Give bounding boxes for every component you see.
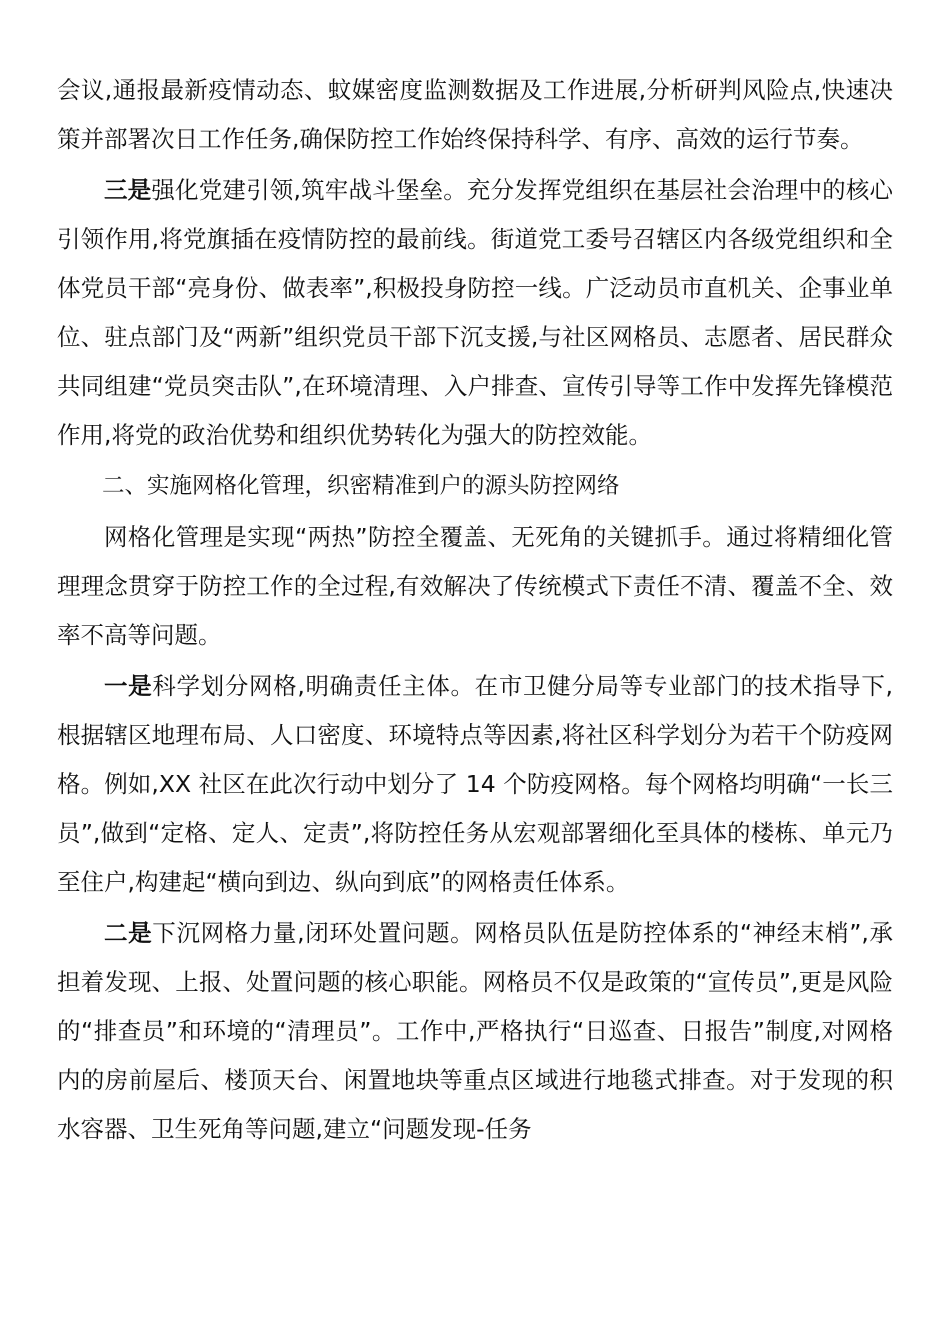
paragraph-party-building bbox=[57, 166, 893, 460]
paragraph-grid-force bbox=[57, 909, 893, 1154]
document-page bbox=[57, 66, 893, 1156]
paragraph-grid-intro bbox=[57, 513, 893, 660]
paragraph-text: 强化党建引领,筑牢战斗堡垒。充分发挥党组织在基层社会治理中的核心引领作用,将党旗插在疫情防控的最前线。街道党工委号召辖区内各级党组织和全体党员干部“亮身份、做表率”,积极投身防控一线。广泛动员市直机关、企事业单位、驻点部门及“两新”组织党员干部下沉支援,与社区网格员、志愿者、居民群众共同组建“党员突击队”,在环境清理、入户排查、宣传引导等工作中发挥先锋模范作用,将党的政治优势和组织优势转化为强大的防控效能。 bbox=[57, 176, 893, 449]
paragraph-lead: 一是 bbox=[104, 672, 153, 700]
paragraph-meeting bbox=[57, 66, 893, 164]
paragraph-text: 网格化管理是实现“两热”防控全覆盖、无死角的关键抓手。通过将精细化管理理念贯穿于防控工作的全过程,有效解决了传统模式下责任不清、覆盖不全、效率不高等问题。 bbox=[57, 523, 893, 649]
paragraph-text: 会议,通报最新疫情动态、蚊媒密度监测数据及工作进展,分析研判风险点,快速决策并部署次日工作任务,确保防控工作始终保持科学、有序、高效的运行节奏。 bbox=[57, 76, 893, 153]
paragraph-lead: 三是 bbox=[104, 176, 152, 204]
paragraph-text: 科学划分网格,明确责任主体。在市卫健分局等专业部门的技术指导下,根据辖区地理布局、人口密度、环境特点等因素,将社区科学划分为若干个防疫网格。例如,XX 社区在此次行动中划分了 14 个防疫网格。每个网格均明确“一长三员”,做到“定格、定人、定责”,将防控任务从宏观部署细化至具体的楼栋、单元乃至住户,构建起“横向到边、纵向到底”的网格责任体系。 bbox=[57, 672, 893, 896]
section-heading-grid-management bbox=[57, 462, 893, 511]
section-heading-text: 二、实施网格化管理，织密精准到户的源头防控网络 bbox=[102, 473, 620, 499]
paragraph-grid-division bbox=[57, 662, 893, 907]
paragraph-text: 下沉网格力量,闭环处置问题。网格员队伍是防控体系的“神经末梢”,承担着发现、上报、处置问题的核心职能。网格员不仅是政策的“宣传员”,更是风险的“排查员”和环境的“清理员”。工作中,严格执行“日巡查、日报告”制度,对网格内的房前屋后、楼顶天台、闲置地块等重点区域进行地毯式排查。对于发现的积水容器、卫生死角等问题,建立“问题发现-任务 bbox=[57, 919, 894, 1143]
paragraph-lead: 二是 bbox=[104, 919, 153, 947]
